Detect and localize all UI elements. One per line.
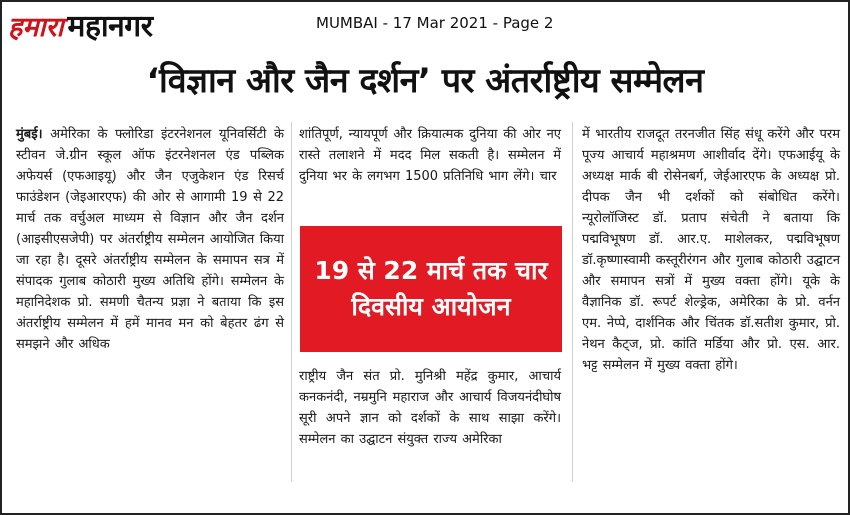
article-column-1 [16, 124, 284, 355]
article-column-3: में भारतीय राजदूत तरनजीत सिंह संधू करेंगे और परम पूज्य आचार्य महाश्रमण आशीर्वाद देंगे। एफआईयू के अध्यक्ष मार्क बी रोसेनबर्ग, जेईआरएफ के अध्यक्ष प्रो. दीपक जैन भी दर्शकों को संबोधित करेंगे। न्यूरोलॉजिस्ट डॉ. प्रताप संचेती ने बताया कि पद्मविभूषण डॉ. आर.ए. माशेलकर, पद्मविभूषण डॉ.कृष्णास्वामी कस्तूरीरंगन और गुलाब कोठारी उद्घाटन और समापन सत्रों में मुख्य वक्ता होंगे। यूके के वैज्ञानिक डॉ. रूपर्ट शेल्ड्रेक, अमेरिका के प्रो. वर्नन एम. नेप्पे, दार्शनिक और चिंतक डॉ.सतीश कुमार, प्रो. नेथन कैट्ज, प्रो. कांति मर्डिया और प्रो. एस. आर. भट्ट सम्मेलन में मुख्य वक्ता होंगे। [582, 127, 840, 373]
highlight-callout: 19 से 22 मार्च तक चार दिवसीय आयोजन [300, 226, 562, 352]
city-dateline: मुंबई। [16, 127, 43, 142]
article-column-2-bottom: राष्ट्रीय जैन संत प्रो. मुनिश्री महेंद्र कुमार, आचार्य कनकनंदी, नम्रमुनि महाराज और आचार्य विजयनंदीघोष सूरी अपने ज्ञान को दर्शकों के साथ साझा करेंगे। सम्मेलन का उद्घाटन संयुक्त राज्य अमेरिका [299, 369, 561, 447]
masthead-part1: हमारा [8, 12, 64, 43]
column-divider [291, 122, 292, 482]
headline: ‘विज्ञान और जैन दर्शन’ पर अंतर्राष्ट्रीय सम्मेलन [146, 61, 704, 101]
dateline: MUMBAI - 17 Mar 2021 - Page 2 [316, 14, 554, 32]
masthead-part2: महानगर [67, 9, 153, 44]
masthead-logo [8, 4, 152, 44]
column-divider [572, 122, 573, 482]
article-column-2-top: शांतिपूर्ण, न्यायपूर्ण और क्रियात्मक दुनिया की ओर नए रास्ते तलाशने में मदद मिल सकती है। सम्मेलन में दुनिया भर के लगभग 1500 प्रतिनिधि भाग लेंगे। चार [299, 127, 561, 184]
column-1-text: अमेरिका के फ्लोरिडा इंटरनेशनल यूनिवर्सिटी के स्टीवन जे.ग्रीन स्कूल ऑफ इंटरनेशनल एंड पब्लिक अफेयर्स (एफआइयू) और जैन एजुकेशन एंड रिसर्च फाउंडेशन (जेइआरएफ) की ओर से आगामी 19 से 22 मार्च तक वर्चुअल माध्यम से विज्ञान और जैन दर्शन (आइसीएसजेपी) पर अंतर्राष्ट्रीय सम्मेलन आयोजित किया जा रहा है। दूसरे अंतर्राष्ट्रीय सम्मेलन के समापन सत्र में संपादक गुलाब कोठारी मुख्य अतिथि होंगे। सम्मेलन के महानिदेशक प्रो. समणी चैतन्य प्रज्ञा ने बताया कि इस अंतर्राष्ट्रीय सम्मेलन में हमें मानव मन को बेहतर ढंग से समझने और अधिक [16, 127, 284, 352]
